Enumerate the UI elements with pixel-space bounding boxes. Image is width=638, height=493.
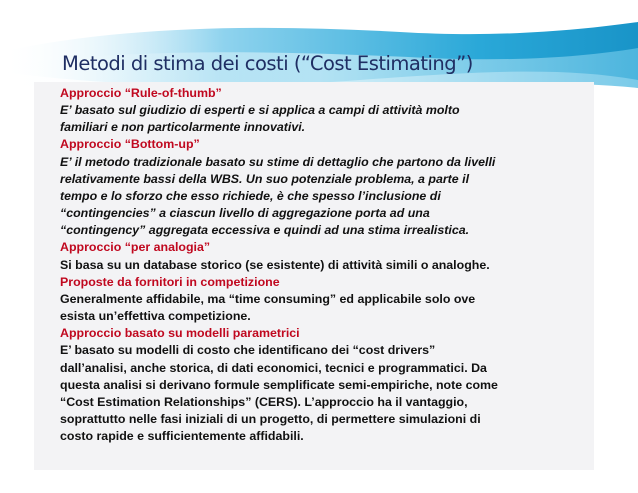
section-heading-rule-of-thumb: Approccio “Rule-of-thumb”	[60, 86, 222, 100]
section-text-line: relativamente bassi della WBS. Un suo potenziale problema, a parte il	[60, 171, 470, 186]
section-text-line: “Cost Estimation Relationships” (CERS). L’approccio ha il vantaggio,	[60, 394, 468, 409]
section-heading-analogia: Approccio “per analogia”	[60, 240, 211, 255]
section-text-line: “contingencies” a ciascun livello di aggregazione porta ad una	[60, 206, 430, 221]
section-heading-fornitori: Proposte da fornitori in competizione	[60, 274, 280, 289]
section-text-line: tempo e lo sforzo che esso richiede, è che spesso l’inclusione di	[60, 188, 441, 203]
section-text-line: Si basa su un database storico (se esistente) di attività simili o analoghe.	[60, 257, 490, 272]
section-text-line: “contingency” aggregata eccessiva e quindi ad una stima irrealistica.	[60, 223, 470, 238]
slide-title: Metodi di stima dei costi (“Cost Estimating”)	[62, 52, 473, 75]
section-text-line: questa analisi si derivano formule semplificate semi-empiriche, note come	[60, 377, 498, 392]
section-text-line: E’ basato su modelli di costo che identificano dei “cost drivers”	[60, 343, 436, 358]
section-text-line: familiari e non particolarmente innovativi.	[60, 120, 306, 135]
section-text-line: E’ il metodo tradizionale basato su stime di dettaglio che partono da livelli	[60, 154, 496, 169]
section-text-line: Generalmente affidabile, ma “time consuming” ed applicabile solo ove	[60, 291, 476, 306]
section-text-line: esista un’effettiva competizione.	[60, 309, 251, 324]
section-text-line: dall’analisi, anche storica, di dati economici, tecnici e programmatici. Da	[60, 360, 487, 375]
slide-body	[60, 85, 600, 445]
section-text-line: costo rapide e sufficientemente affidabili.	[60, 429, 304, 444]
section-heading-bottom-up: Approccio “Bottom-up”	[60, 137, 200, 152]
section-text-line: soprattutto nelle fasi iniziali di un progetto, di permettere simulazioni di	[60, 411, 481, 426]
section-heading-parametrici: Approccio basato su modelli parametrici	[60, 326, 300, 341]
section-text-line: E’ basato sul giudizio di esperti e si applica a campi di attività molto	[60, 103, 460, 118]
